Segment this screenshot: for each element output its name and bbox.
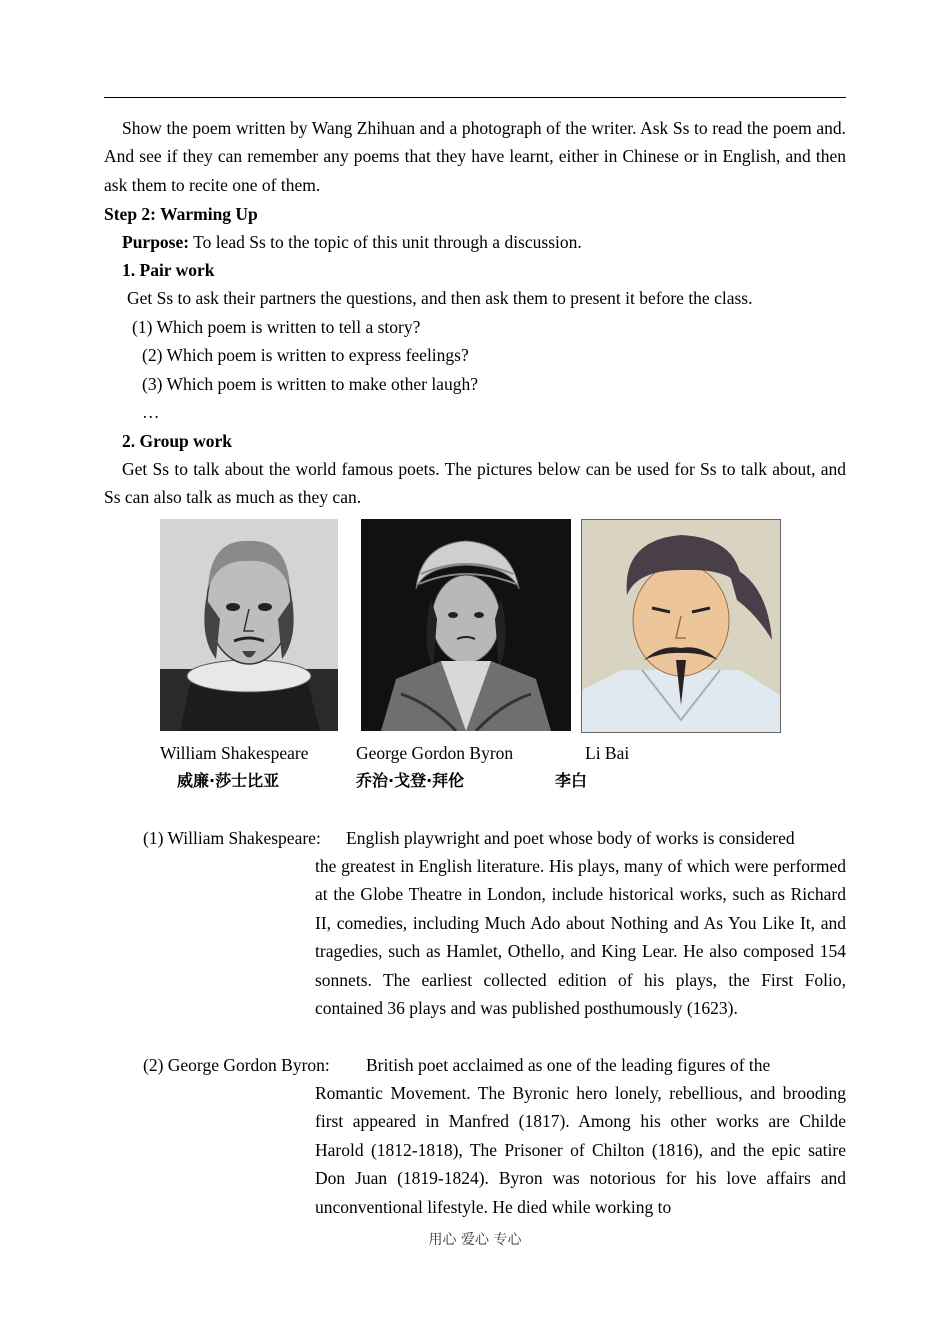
definition-2-label: (2) George Gordon Byron: bbox=[143, 1055, 330, 1075]
li-bai-portrait-icon bbox=[581, 519, 781, 733]
pair-work-heading: 1. Pair work bbox=[122, 260, 215, 280]
caption-byron-zh: 乔治·戈登·拜伦 bbox=[356, 771, 465, 790]
question-ellipsis: … bbox=[142, 402, 160, 422]
caption-li-bai-zh: 李白 bbox=[555, 771, 588, 790]
caption-li-bai: Li Bai bbox=[585, 743, 630, 763]
caption-shakespeare-zh: 威廉·莎士比亚 bbox=[177, 771, 280, 790]
definition-1-first-line: English playwright and poet whose body of works is considered bbox=[346, 828, 795, 848]
byron-portrait-icon bbox=[361, 519, 571, 731]
question-3: (3) Which poem is written to make other laugh? bbox=[142, 374, 478, 394]
pair-work-instruction: Get Ss to ask their partners the questions, and then ask them to present it before the class. bbox=[127, 288, 753, 308]
definition-1-label: (1) William Shakespeare: bbox=[143, 828, 321, 848]
group-work-heading: 2. Group work bbox=[122, 431, 233, 451]
intro-paragraph: Show the poem written by Wang Zhihuan and a photograph of the writer. Ask Ss to read the poem and. And see if they can remember any poems that they have learnt, either in Chinese or in English, and then ask them to recite one of them. bbox=[104, 118, 846, 195]
shakespeare-portrait-icon bbox=[160, 519, 338, 731]
purpose-line bbox=[122, 228, 582, 256]
page-footer: 用心 爱心 专心 bbox=[428, 1232, 522, 1248]
step2-heading: Step 2: Warming Up bbox=[104, 204, 258, 224]
question-2: (2) Which poem is written to express feelings? bbox=[142, 345, 469, 365]
definition-2-first-line: British poet acclaimed as one of the leading figures of the bbox=[366, 1055, 771, 1075]
group-work-instruction: Get Ss to talk about the world famous poets. The pictures below can be used for Ss to talk about, and Ss can also talk as much as they can. bbox=[104, 459, 846, 508]
purpose-text: To lead Ss to the topic of this unit through a discussion. bbox=[189, 232, 582, 252]
definition-1-body: the greatest in English literature. His plays, many of which were performed at the Globe Theatre in London, include historical works, such as Richard II, comedies, including Much Ado about Nothing and As You Like It, and tragedies, such as Hamlet, Othello, and King Lear. He also composed 154 sonnets. The earliest collected edition of his plays, the First Folio, contained 36 plays and was published posthumously (1623). bbox=[315, 856, 846, 1019]
purpose-label: Purpose: bbox=[122, 232, 190, 252]
header-rule bbox=[104, 97, 846, 98]
caption-shakespeare: William Shakespeare bbox=[160, 743, 309, 763]
question-1: (1) Which poem is written to tell a story? bbox=[132, 317, 421, 337]
caption-byron: George Gordon Byron bbox=[356, 743, 514, 763]
definition-2-body: Romantic Movement. The Byronic hero lonely, rebellious, and brooding first appeared in Manfred (1817). Among his other works are Childe Harold (1812-1818), The Prisoner of Chilton (1816), and the epic satire Don Juan (1819-1824). Byron was notorious for his love affairs and unconventional lifestyle. He died while working to bbox=[315, 1083, 846, 1217]
